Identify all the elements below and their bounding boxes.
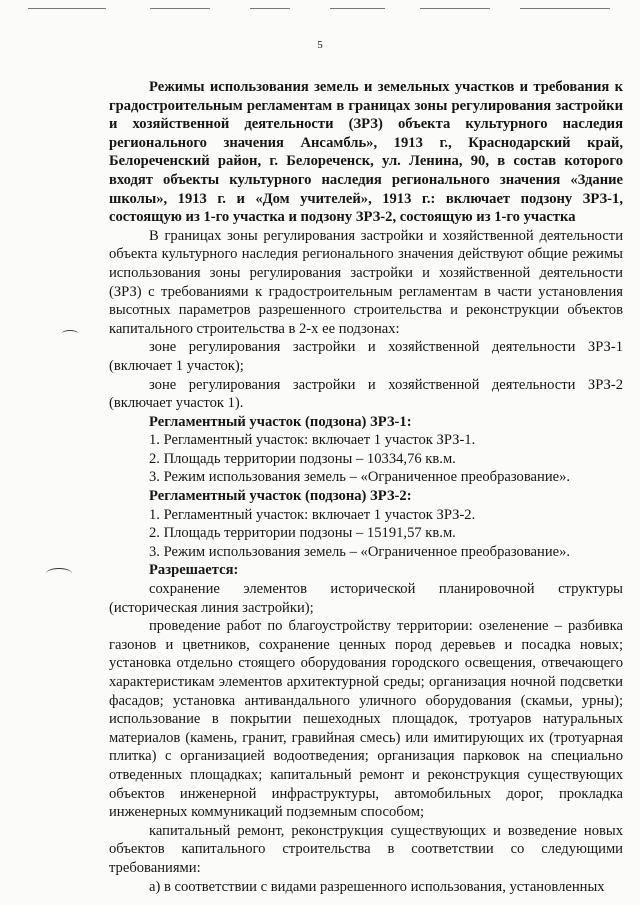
allowed-item: сохранение элементов исторической планировочной структуры (историческая линия застройки); bbox=[109, 581, 623, 616]
subzone-item: зоне регулирования застройки и хозяйственной деятельности ЗРЗ-2 (включает участок 1). bbox=[109, 376, 623, 412]
allowed-subitem: а) в соответствии с видами разрешенного использования, установленных bbox=[149, 878, 605, 895]
list-item: 3. Режим использования земель – «Ограниченное преобразование». bbox=[149, 469, 571, 486]
subzone-item: зоне регулирования застройки и хозяйственной деятельности ЗРЗ-1 (включает 1 участок); bbox=[109, 339, 623, 374]
scan-artifact-line bbox=[250, 8, 290, 9]
margin-mark bbox=[62, 330, 78, 337]
document-title: Режимы использования земель и земельных участков и требования к градостроительным регламентам в границах зоны регулирования застройки и хозяйственной деятельности (ЗРЗ) объекта культурного наследия регионального значения Ансамбль», 1913 г., Краснодарский край, Белореченский район, г. Белореченск, ул. Ленина, 90, в состав которого входят объекты культурного наследия регионального значения «Здание школы», 1913 г. и «Дом учителей», 1913 г.: включает подзону ЗРЗ-1, состоящую из 1-го участка и подзону ЗРЗ-2, состоящую из 1-го участка bbox=[109, 79, 623, 226]
intro-paragraph: В границах зоны регулирования застройки и хозяйственной деятельности объекта культурного наследия регионального значения действуют общие режимы использования зоны регулирования застройки и хозяйственной деятельности (ЗРЗ) с требованиями к градостроительным регламентам в части установления высотных параметров разрешенного строительства и реконструкции объектов капитального строительства в 2-х ее подзонах: bbox=[109, 227, 623, 337]
scan-artifact-line bbox=[330, 8, 385, 9]
margin-mark bbox=[46, 568, 72, 579]
list-item: 1. Регламентный участок: включает 1 участок ЗРЗ-2. bbox=[149, 506, 476, 523]
scan-artifact-line bbox=[520, 8, 610, 9]
allowed-heading: Разрешается: bbox=[149, 562, 239, 579]
document-body bbox=[109, 78, 623, 896]
allowed-item: капитальный ремонт, реконструкция существующих и возведение новых объектов капитального строительства в соответствии со следующими требованиями: bbox=[109, 822, 623, 876]
scan-artifact-line bbox=[28, 8, 106, 9]
list-item: 3. Режим использования земель – «Ограниченное преобразование». bbox=[149, 543, 571, 560]
list-item: 2. Площадь территории подзоны – 15191,57 кв.м. bbox=[149, 525, 456, 542]
list-item: 1. Регламентный участок: включает 1 участок ЗРЗ-1. bbox=[149, 432, 476, 449]
list-item: 2. Площадь территории подзоны – 10334,76 кв.м. bbox=[149, 450, 456, 467]
scan-artifact-line bbox=[420, 8, 490, 9]
allowed-item: проведение работ по благоустройству территории: озеленение – разбивка газонов и цветников, сохранение ценных пород деревьев и посадка новых; установка отдельно стоящего оборудования городского освещения, отвечающего характеристикам элементов архитектурной среды; организация ночной подсветки фасадов; установка антивандального уличного оборудования (скамьи, урны); использование в покрытии пешеходных площадок, тротуаров натуральных материалов (камень, гранит, гравийная смесь) или имитирующих их (тротуарная плитка) с организацией водоотведения; организация парковок на специально отведенных площадках; капитальный ремонт и реконструкция существующих объектов инженерной инфраструктуры, автомобильных дорог, прокладка инженерных коммуникаций подземным способом; bbox=[109, 618, 623, 821]
page-number: 5 bbox=[317, 39, 323, 51]
scan-artifact-line bbox=[150, 8, 210, 9]
section-heading: Регламентный участок (подзона) ЗРЗ-1: bbox=[149, 413, 412, 430]
section-heading: Регламентный участок (подзона) ЗРЗ-2: bbox=[149, 488, 412, 505]
